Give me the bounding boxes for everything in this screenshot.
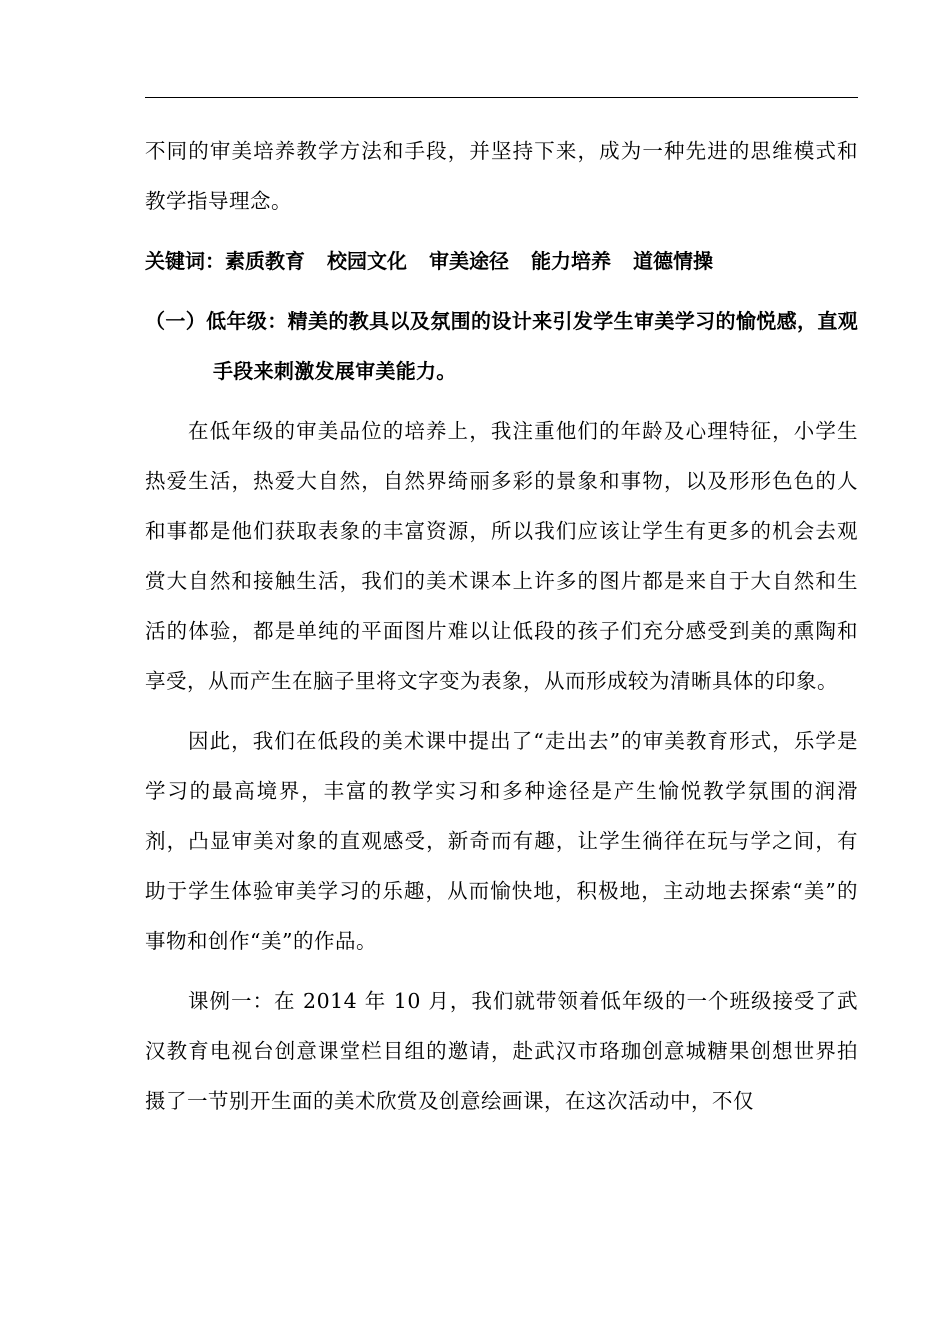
keywords-line [145,236,858,286]
section-heading: （一）低年级：精美的教具以及氛围的设计来引发学生审美学习的愉悦感，直观手段来刺激发展审美能力。 [145,309,858,383]
body-paragraph: 因此，我们在低段的美术课中提出了“走出去”的审美教育形式，乐学是学习的最高境界，丰富的教学实习和多种途径是产生愉悦教学氛围的润滑剂，凸显审美对象的直观感受，新奇而有趣，让学生徜徉在玩与学之间，有助于学生体验审美学习的乐趣，从而愉快地，积极地，主动地去探索“美”的事物和创作“美”的作品。 [145,729,858,953]
keyword-item: 校园文化 [327,249,407,273]
keyword-item: 道德情操 [633,249,713,273]
keyword-item: 能力培养 [531,249,611,273]
header-rule [145,97,858,98]
keyword-item: 审美途径 [429,249,509,273]
body-paragraph: 课例一：在 2014 年 10 月，我们就带领着低年级的一个班级接受了武汉教育电视台创意课堂栏目组的邀请，赴武汉市珞珈创意城糖果创想世界拍摄了一节别开生面的美术欣赏及创意绘画课，在这次活动中，不仅 [145,989,858,1113]
continuation-paragraph: 不同的审美培养教学方法和手段，并坚持下来，成为一种先进的思维模式和教学指导理念。 [145,139,858,213]
body-paragraph: 在低年级的审美品位的培养上，我注重他们的年龄及心理特征，小学生热爱生活，热爱大自然，自然界绮丽多彩的景象和事物，以及形形色色的人和事都是他们获取表象的丰富资源，所以我们应该让学生有更多的机会去观赏大自然和接触生活，我们的美术课本上许多的图片都是来自于大自然和生活的体验，都是单纯的平面图片难以让低段的孩子们充分感受到美的熏陶和享受，从而产生在脑子里将文字变为表象，从而形成较为清晰具体的印象。 [145,419,858,693]
document-body [145,126,858,1126]
keyword-item: 素质教育 [225,249,305,273]
keywords-label: 关键词： [145,249,225,273]
